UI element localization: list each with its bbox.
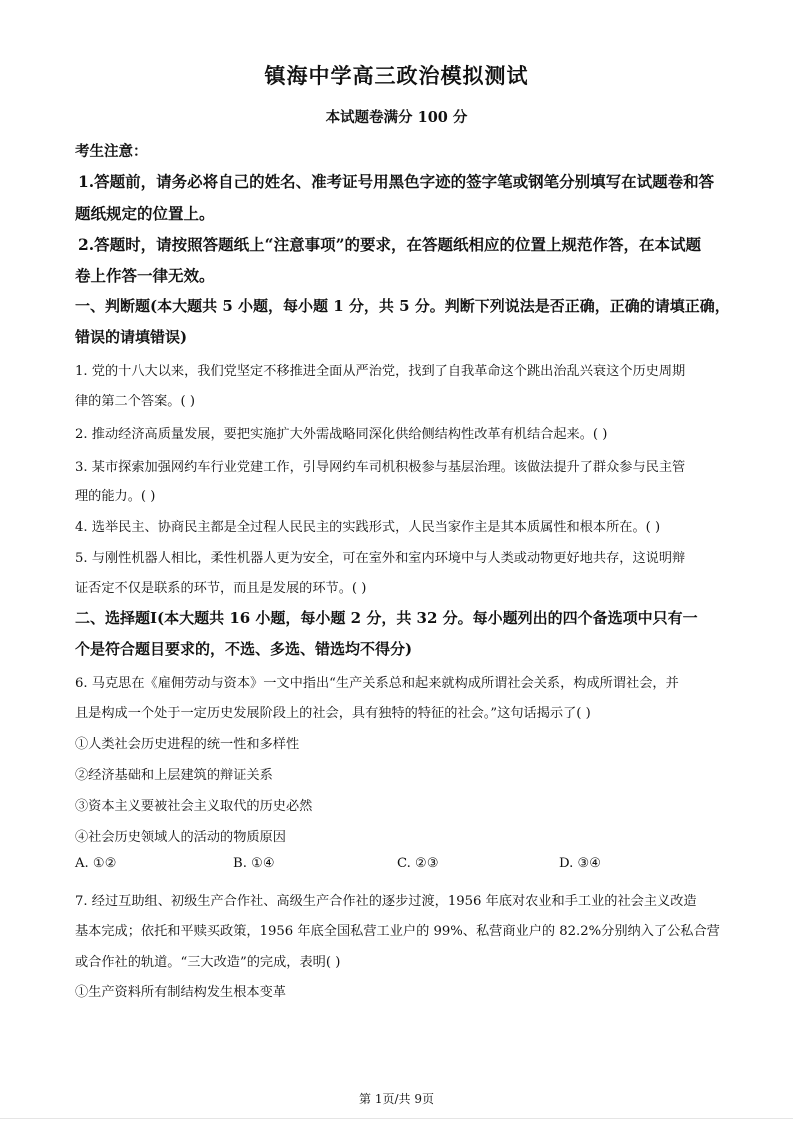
choice-d: D. ③④ [559,856,602,871]
question-line: 3. 某市探索加强网约车行业党建工作，引导网约车司机积极参与基层治理。该做法提升了群众参与民主管 [75,460,686,475]
question-line: 理的能力。( ) [75,489,156,504]
notice-line: 题纸规定的位置上。 [75,204,215,223]
section1-heading: 一、判断题(本大题共 5 小题，每小题 1 分，共 5 分。判断下列说法是否正确，正确的请填正确， [75,297,730,315]
option-line: ①人类社会历史进程的统一性和多样性 [75,737,300,752]
notice-line: 1.答题前，请务必将自己的姓名、准考证号用黑色字迹的签字笔或钢笔分别填写在试题卷和答 [78,172,715,191]
question-line: 1. 党的十八大以来，我们党坚定不移推进全面从严治党，找到了自我革命这个跳出治乱兴衰这个历史周期 [75,364,686,379]
notice-heading: 考生注意： [75,143,148,160]
question-line: 且是构成一个处于一定历史发展阶段上的社会，具有独特的特征的社会。”这句话揭示了( ) [75,706,591,721]
question-line: 基本完成；依托和平赎买政策，1956 年底全国私营工业户的 99%、私营商业户的 82.2%分别纳入了公私合营 [75,924,720,939]
option-line: ③资本主义要被社会主义取代的历史必然 [75,799,313,814]
page-title: 镇海中学高三政治模拟测试 [264,63,529,88]
score-subtitle: 本试题卷满分 100 分 [325,109,468,126]
choice-b: B. ①④ [233,856,275,871]
choice-c: C. ②③ [397,856,439,871]
choice-a: A. ①② [75,856,117,871]
notice-line: 2.答题时，请按照答题纸上“注意事项”的要求，在答题纸相应的位置上规范作答，在本试题 [78,235,702,254]
question-line: 证否定不仅是联系的环节，而且是发展的环节。( ) [75,581,367,596]
notice-line: 卷上作答一律无效。 [75,266,215,285]
bottom-divider [0,1118,793,1119]
section2-heading: 个是符合题目要求的，不选、多选、错选均不得分) [75,640,413,658]
question-line: 7. 经过互助组、初级生产合作社、高级生产合作社的逐步过渡，1956 年底对农业和手工业的社会主义改造 [75,894,697,909]
question-line: 2. 推动经济高质量发展，要把实施扩大外需战略同深化供给侧结构性改革有机结合起来。( ) [75,427,608,442]
question-line: 4. 选举民主、协商民主都是全过程人民民主的实践形式，人民当家作主是其本质属性和根本所在。( ) [75,520,661,535]
section1-heading: 错误的请填错误) [75,328,188,346]
option-line: ②经济基础和上层建筑的辩证关系 [75,768,273,783]
option-line: ④社会历史领域人的活动的物质原因 [75,830,286,845]
option-line: ①生产资料所有制结构发生根本变革 [75,985,286,1000]
question-line: 6. 马克思在《雇佣劳动与资本》一文中指出“生产关系总和起来就构成所谓社会关系，构成所谓社会，并 [75,676,679,691]
page-number: 第 1页/共 9页 [359,1092,434,1106]
section2-heading: 二、选择题Ⅰ(本大题共 16 小题，每小题 2 分，共 32 分。每小题列出的四个备选项中只有一 [75,609,698,627]
question-line: 5. 与刚性机器人相比，柔性机器人更为安全，可在室外和室内环境中与人类或动物更好地共存，这说明辩 [75,551,686,566]
question-line: 律的第二个答案。( ) [75,394,195,409]
question-line: 或合作社的轨道。“三大改造”的完成，表明( ) [75,955,341,970]
